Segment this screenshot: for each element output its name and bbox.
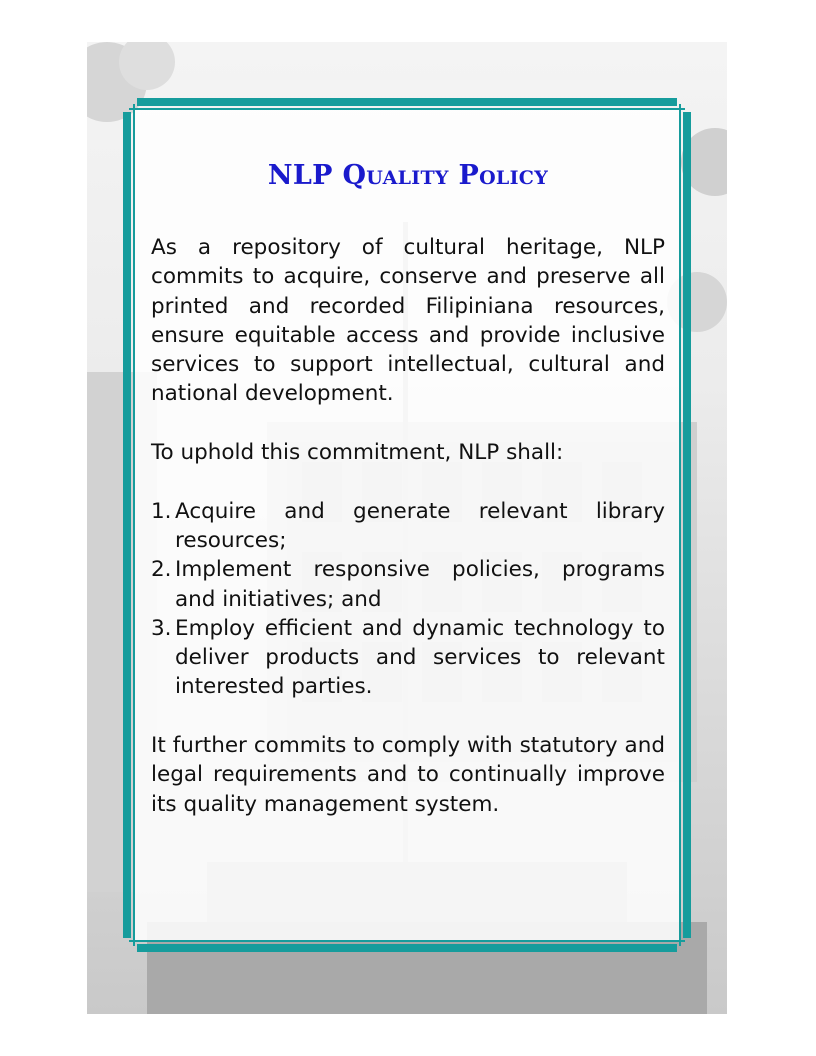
list-item-number: 2. xyxy=(151,557,172,583)
intro-paragraph: As a repository of cultural heritage, NLP commits to acquire, conserve and preserve all printed and recorded Filipiniana resources, ensure equitable access and provide inclusive services to support intellectual, cultural and national development. xyxy=(151,235,665,407)
list-item xyxy=(151,497,665,556)
frame-top-bar xyxy=(137,98,677,106)
closing-paragraph: It further commits to comply with statutory and legal requirements and to continually improve its quality management system. xyxy=(151,733,665,817)
commitment-lead: To uphold this commitment, NLP shall: xyxy=(151,440,564,466)
list-item-text: Employ efficient and dynamic technology to deliver products and services to relevant interested parties. xyxy=(175,615,665,700)
policy-title: NLP Quality Policy xyxy=(267,160,549,191)
frame-left-bar xyxy=(123,112,131,938)
list-item-number: 3. xyxy=(151,615,172,641)
commitment-list xyxy=(151,497,665,702)
frame-bottom-line xyxy=(129,940,685,942)
list-item-number: 1. xyxy=(151,498,172,524)
frame-right-bar xyxy=(683,112,691,938)
policy-body xyxy=(151,233,665,848)
list-item xyxy=(151,614,665,702)
frame-right-line xyxy=(679,104,681,946)
frame-bottom-bar xyxy=(137,944,677,952)
list-item xyxy=(151,555,665,614)
list-item-text: Acquire and generate relevant library resources; xyxy=(175,498,665,553)
list-item-text: Implement responsive policies, programs and initiatives; and xyxy=(175,557,665,612)
